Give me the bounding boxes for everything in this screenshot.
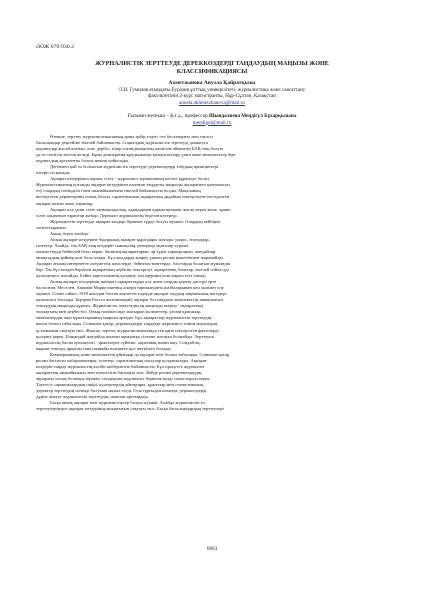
title-line: ЖУРНАЛИСТІК ЗЕРТТЕУДЕ ДЕРЕККӨЗДЕРДІ ТАҢДАУДЫҢ МАҢЫЗЫ ЖӘНЕ [95, 60, 329, 67]
body-line: деректер зерттеудің сенімді болуына ықпал етеді. Осы тұрғыдан алғанда, дереккөздерді [36, 387, 207, 393]
body-line: көздерін таңдау журналистің кәсіби шеберлігіне байланысты. Бұл процесте журналист [36, 363, 205, 369]
supervisor-block [36, 113, 388, 126]
body-line: Коммерциялық және мемлекеттік ұйымдар да ақпарат көзі болып табылады. Сонымен қатар [50, 351, 230, 357]
body-line: ақпараты толық болмауы мүмкін, сондықтан журналист бірнеше көзді салыстыруы керек. [36, 375, 211, 381]
abstract-line: да өз септігін тигізіп келеді. Бұны демократия құндылығын қалыптастыру үшін жеке мемлекеттер бірт [36, 152, 236, 158]
author-affiliation: факультетінің 2-курс магистранты, Нұр-Сұлтан, Қазақстан [148, 93, 276, 100]
body-line: басталған. Меселен, Аммиан Марцеллиннің әскери тарихындағы жазбаларынан көп мәлімет алу [36, 285, 225, 291]
body-line: Ақпарат көздерімен жұмыс істеу - журналист жұмысының негізгі құрамдас бөлігі. [50, 176, 211, 182]
supervisor-name: Шындалиева Меңдігүл Бұхарқызына [208, 113, 297, 119]
author-name: Ахметжанова Ануэла Қайратқызы [168, 80, 256, 86]
body-line: Басқа ашық ақпарат көзі журналистіктер болуы мүмкін. Алайда журналистік өз [50, 400, 205, 406]
body-line: Ашық ақпарат көздерінің ішіндегі ақпараттарды алу және оларды қорғау дәстүрі ерте [50, 279, 217, 285]
body-line: қалыптаса бастады. Бертран Рассел жазғанындай, ақпарат бостандығы мемлекеттің ашықтығын [36, 297, 223, 303]
body-line: анықтаудың қайнар көзі бола алады. Бұл жолдарда жаңыу үшкеп ресми қажеттікпен жарамайды. [36, 254, 224, 260]
body-line: журналистің басты ерекшелігі - фактілерге сүйеніп, оқиғаның мәнін ашу. Сондай-ақ, [36, 339, 201, 345]
body-line: Ақпарат ағымы интернетте әлеуметтік желілерде, бейнехостингтерде, блогтарда болатын мүмкіндік [36, 260, 231, 266]
supervisor-email-link[interactable]: mendigul@mail.ru [192, 119, 232, 126]
author-affiliation: Л.Н. Гумилев атындағы Еуразия ұлттық университеті, журналистика және саясаттану [118, 86, 306, 93]
body-line: ақпарат көзіне жеке тараптар. [36, 200, 94, 206]
body-line: сілте алынатын тараптар жатыр. Дереккөз журналистің беделін көтереді. [36, 212, 178, 218]
section-subheading: Ашық дерек көздері [50, 230, 89, 236]
supervisor-line [36, 113, 388, 120]
body-line: ақпараттың шынайылығы мен өзектілігін бағалауы тиіс. Кейде ресми дереккөздердің [36, 369, 202, 375]
author-email-link[interactable]: anuela.akhmetzhanova@mail.ru [179, 99, 245, 106]
abstract-line: өзгеріссіз қалады. [36, 170, 71, 176]
body-line: ресми баспасөз хабарламалары, есептер, сараптамалық шолулар қолданылады. Ақпарат [36, 357, 207, 363]
body-line: дәлелдемесі жасайды. Бейне көрсетілімнің қолдану тәсілдерінің оған ықпал етуі тиімді. [36, 273, 207, 279]
supervisor-prefix: Ғылыми жетекші – ф.ғ.д., профессор [127, 113, 209, 119]
body-line: Ашық ақпарат көздеріне бұқаралық ақпарат құралдары жатады: радио, теледидар, [50, 236, 210, 242]
body-line: ету олардың сенімділігі мен шынайылығына тікелей байланысты болды. Мақаланың [36, 188, 201, 194]
body-line: зерттеулеріндегі ақпарат көздерінің ашықтығын сақтауы тиіс. Басқа басылымдардың зерттеулері [36, 406, 224, 412]
body-line: топтастырамыз. [36, 224, 67, 230]
title-line: КЛАССИФИКАЦИЯСЫ [176, 68, 248, 76]
article-title [60, 60, 364, 76]
body-line: газеттер. Алайда, тек БАҚ-тың көздерін сынықтың, репортер оқиғалар туралы [36, 242, 189, 248]
body-line: мәліметтерді бейнелей білуі керек: биліктің ақпараттарын, әр түрлі тармақтарын, жағдайлар [36, 248, 216, 254]
abstract-line: Дегенмен қай ел болмасын журналистік зерттеуде дереккөздерді табудың принциптері [50, 164, 219, 170]
udc-code: ӘОЖ 070:930.2 [36, 44, 75, 50]
body-line: дұрыс жіктеу журналистік зерттеудің сапасын арттырады. [36, 394, 149, 400]
body-line: мекемелердің ішкі құжаттарының маңызы артады. Бұл ақпараттар журналистік зерттеудің [36, 315, 212, 321]
body-line: Журналистиканың қоғамды ақпарат көздерінен алынған таңдаулы маңызды ақпаратпен қамтамасыз [36, 182, 230, 188]
abstract-line: Өзекшe: зерттеу журналистикасының орны әрбір елдегі сөз бостандығы мен таулсіз [50, 134, 214, 139]
abstract-line: басылымдар деңгейіне тікелей байланысты. Социалдық журналистік зерттеуді дамытуға [36, 140, 208, 146]
body-line: негізделген деректерінің толық болуы, сараптамалық ақпараттың әрдайым тексерілуіне негізделген [36, 194, 230, 200]
body-line: қолдану керек. Ешқандай жағдайда жалған ақпаратқа сілтеме жасауға болмайды. Зерттеуші [36, 333, 215, 339]
abstract [36, 134, 388, 412]
abstract-line: журналдың аргументы болуы мекені қойылады. [36, 158, 130, 164]
page-number: 6863 [206, 546, 218, 552]
body-line: ұстанымын сақтауы тиіс. Жалпы, зерттеу журналистикасында тек қана тексерілген фактілерді [36, 327, 219, 333]
body-line: мүмкін. Соған сәйкес 1918 жылдан бастап көптеген елдерде ақпарат алудың заңнамалық негіздері [36, 291, 227, 297]
body-line: Ақпарат алу үшін сілте танымалдылық, адамдармен қарым-қатынас жасау керек және, әрине, [50, 206, 232, 212]
body-line: тексерудің маңызды құралы. Журналистік зерттеудің ең маңызды шарты - ақпараттың [36, 303, 203, 309]
author-block [36, 80, 388, 106]
body-line: Тәуелсіз сарапшылардың пікірі, куәгерлердің айғақтары, құжаттар мен статистикалық [36, 381, 204, 387]
body-line: бар. Тек бұл көзден берілген ақпараттың жүйелік тексерілуі, ақпараттық блоктар, тікелей сөйлесуді [36, 267, 230, 273]
body-line: мұқият тексеру арқылы ғана шынайы нәтижеге қол жеткізуге болады. [36, 345, 172, 351]
abstract-line: журналдар жасай алатын, азат, дербес, пікір алуандылықтың жемісіне айналған БАҚ-тың болуы [36, 146, 223, 152]
body-line: кепілі болып табылады. Сонымен қатар, дереккөздерді таңдауда журналист өзінің моральдық [36, 321, 218, 327]
body-line: Журналистік зерттеуде ақпарат көздері бірнеше түрде болуы мүмкін. Олардың кейбірін [50, 218, 220, 224]
body-line: толықтығы мен дербестігі. Оның нәтижесінде жасырын мәліметтер, ресми құпиялар, [36, 309, 202, 315]
